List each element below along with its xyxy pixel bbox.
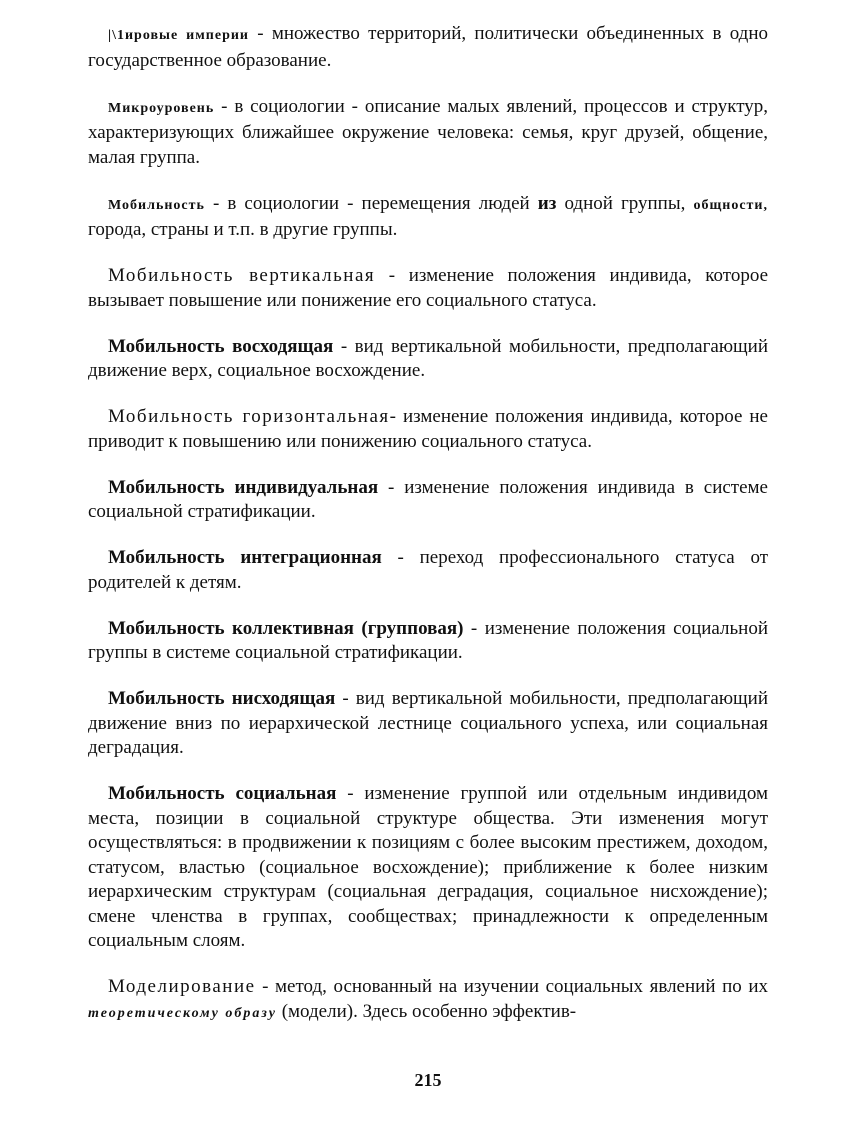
entry-separator: - <box>381 547 420 568</box>
entry-term: Мобильность интеграционная <box>108 547 382 568</box>
entry-definition: изменение положения индивида, которое вызывает повышение или понижение его социального статуса. <box>88 265 769 311</box>
entry-separator: - <box>389 406 403 427</box>
entry-definition-part: (модели). Здесь особенно эффектив- <box>276 1000 577 1022</box>
entry-definition: изменение положения социальной группы в системе социальной стратификации. <box>88 617 768 663</box>
glossary-entry <box>88 264 768 313</box>
entry-term: Мобильность индивидуальная <box>108 476 379 498</box>
entry-term: Мобильность горизонтальная <box>108 406 390 427</box>
document-page <box>88 22 768 1048</box>
glossary-entry <box>88 476 768 525</box>
entry-definition: переход профессионального статуса от родителей к детям. <box>88 547 768 593</box>
entry-definition-emphasis: теоретическому образу <box>88 1005 277 1021</box>
entry-separator: - <box>335 688 356 709</box>
entry-term: Мобильность восходящая <box>108 335 334 357</box>
page-number: 215 <box>414 1070 442 1090</box>
entry-separator: - <box>248 23 272 44</box>
glossary-entry <box>88 95 768 171</box>
entry-separator: - <box>378 476 405 498</box>
entry-term: Мобильность коллективная (групповая) <box>108 617 464 639</box>
entry-definition: вид вертикальной мобильности, предполагающий движение вниз по иерархической лестнице социального успеха, или социальная деградация. <box>88 688 768 758</box>
entry-term: |\1ировые империи <box>108 28 249 43</box>
entry-separator: - <box>214 95 235 117</box>
entry-definition: вид вертикальной мобильности, предполагающий движение верх, социальное восхождение. <box>88 335 768 381</box>
entry-term: Моделирование <box>108 976 256 997</box>
glossary-entry <box>88 546 768 595</box>
glossary-entry <box>88 22 768 73</box>
glossary-entry <box>88 192 768 243</box>
entry-definition-part: из <box>537 192 557 214</box>
glossary-entry <box>88 782 768 954</box>
entry-separator: - <box>375 265 409 286</box>
entry-definition-part: общности, <box>693 197 768 213</box>
glossary-entry <box>88 617 768 666</box>
glossary-entry <box>88 687 768 761</box>
entry-separator: - <box>336 783 365 804</box>
entry-separator: - <box>204 192 228 214</box>
entry-separator: - <box>333 335 355 357</box>
entry-term: Мобильность вертикальная <box>108 265 376 286</box>
entry-definition: изменение группой или отдельным индивидом места, позиции в социальной структуре общества. Эти изменения могут осуществляться: в продвижении к позициям с более высоким престижем, доходом, статусом, властью (социальное восхождение); приближение к более низким иерархическим структурам (социальная деградация, социальное нисхождение); смене членства в группах, сообществах; принадлежности к определенным социальным слоям. <box>88 783 768 951</box>
glossary-entry <box>88 975 768 1026</box>
entry-term: Мобильность <box>108 197 205 213</box>
entry-definition-part: в социологии - перемещения людей <box>227 192 538 214</box>
entry-definition: в социологии - описание малых явлений, процессов и структур, характеризующих ближайшее окружение человека: семья, круг друзей, общение, малая группа. <box>88 95 769 168</box>
entry-term: Мобильность нисходящая <box>108 688 336 709</box>
entry-definition: множество территорий, политически объединенных в одно государственное образование. <box>88 23 769 71</box>
entry-separator: - <box>463 617 485 639</box>
entry-term: Микроуровень <box>108 100 215 116</box>
entry-definition-part: города, страны и т.п. в другие группы. <box>88 219 398 240</box>
entry-term: Мобильность социальная <box>108 783 337 804</box>
entry-definition-part: одной группы, <box>556 192 694 214</box>
glossary-entry <box>88 405 768 454</box>
entry-definition: изменение положения индивида в системе социальной стратификации. <box>88 476 768 522</box>
entry-separator: - <box>255 976 276 997</box>
entry-definition-part: метод, основанный на изучении социальных явлений по их <box>275 976 768 997</box>
entry-definition: изменение положения индивида, которое не приводит к повышению или понижению социального статуса. <box>88 406 768 452</box>
glossary-entry <box>88 335 768 384</box>
